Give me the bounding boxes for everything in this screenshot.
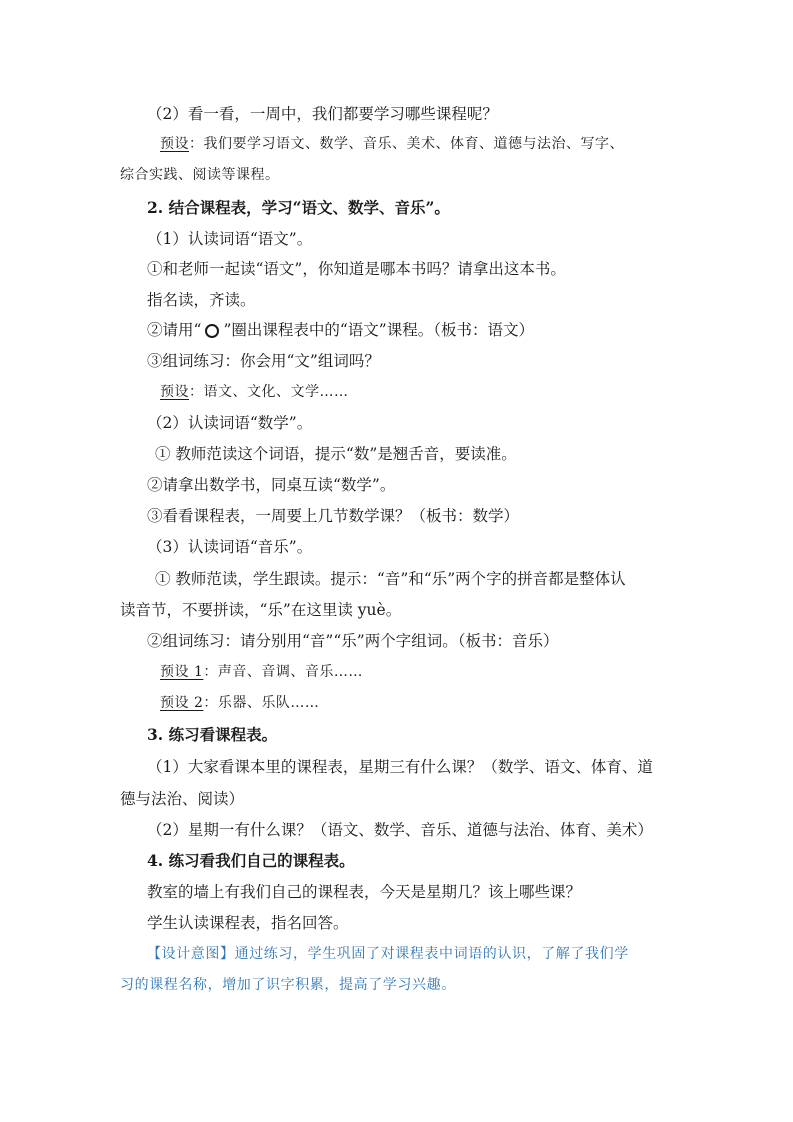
step-text: 指名读，齐读。 (147, 291, 256, 309)
step-line (147, 351, 380, 371)
section-heading-2 (147, 198, 450, 218)
step-text: 教室的墙上有我们自己的课程表，今天是星期几？该上哪些课？ (147, 883, 582, 901)
step-line (147, 820, 653, 840)
step-line (147, 413, 312, 433)
step-line (147, 259, 566, 279)
step-text: ①和老师一起读“语文”，你知道是哪本书吗？请拿出这本书。 (147, 260, 566, 278)
step-line (147, 320, 534, 340)
section-heading-3 (147, 725, 277, 745)
preset-label: 预设 2 (160, 695, 204, 711)
step-text: ③看看课程表，一周要上几节数学课？（板书：数学） (147, 507, 520, 525)
design-intent-text: 习的课程名称，增加了识字积累，提高了学习兴趣。 (120, 977, 456, 993)
section-heading-2-text: 2. 结合课程表，学习“语文、数学、音乐”。 (147, 198, 450, 217)
step-text: ① 教师范读这个词语，提示“数”是翘舌音，要读准。 (155, 445, 517, 463)
preset-text: ：乐器、乐队…… (203, 695, 320, 711)
step-line (147, 475, 395, 495)
step-text: （2）认读词语“数学”。 (147, 414, 313, 432)
step-text: （1）认读词语“语文”。 (147, 230, 313, 248)
preset-label: 预设 (160, 136, 189, 152)
preset-text: ：我们要学习语文、数学、音乐、美术、体育、道德与法治、写字、 (189, 136, 624, 152)
step-line (147, 506, 519, 526)
step-text: ②请拿出数学书，同桌互读“数学”。 (147, 476, 396, 494)
step-line (147, 913, 349, 933)
preset-label: 预设 (160, 384, 189, 400)
step-line (147, 290, 256, 310)
preset-line (160, 134, 624, 154)
step-line (147, 631, 558, 651)
question-line (147, 104, 498, 124)
preset-line (160, 693, 319, 713)
step-text: ③组词练习：你会用“文”组词吗？ (147, 352, 380, 370)
step-text: ②组词练习：请分别用“音”“乐”两个字组词。（板书：音乐） (147, 632, 559, 650)
preset-text: ：语文、文化、文学…… (189, 384, 349, 400)
step-text: ① 教师范读，学生跟读。提示：“音”和“乐”两个字的拼音都是整体认 (155, 570, 626, 588)
step-continuation (120, 600, 401, 620)
section-heading-4-text: 4. 练习看我们自己的课程表。 (147, 851, 355, 870)
section-heading-3-text: 3. 练习看课程表。 (147, 725, 278, 744)
step-line (147, 229, 312, 249)
section-heading-4 (147, 851, 355, 871)
step-text: ②请用“ (147, 321, 202, 339)
step-continuation (120, 789, 244, 809)
step-line (147, 882, 581, 902)
step-text: 德与法治、阅读） (120, 790, 245, 808)
step-line (147, 537, 312, 557)
preset-text: ：声音、音调、音乐…… (203, 664, 363, 680)
step-text: （1）大家看课本里的课程表，星期三有什么课？（数学、语文、体育、道 (147, 758, 653, 776)
step-line (155, 569, 626, 589)
step-text: 读音节，不要拼读，“乐”在这里读 yuè。 (120, 601, 402, 619)
step-text: （3）认读词语“音乐”。 (147, 538, 313, 556)
preset-line (160, 382, 349, 402)
step-text: （2）星期一有什么课？（语文、数学、音乐、道德与法治、体育、美术） (147, 821, 653, 839)
preset-line (160, 662, 363, 682)
preset-continuation-text: 综合实践、阅读等课程。 (120, 167, 280, 183)
step-line (147, 757, 653, 777)
preset-continuation (120, 165, 280, 185)
preset-label: 预设 1 (160, 664, 204, 680)
design-intent-note (147, 944, 629, 964)
circle-icon (205, 324, 219, 338)
design-intent-text: 【设计意图】通过练习，学生巩固了对课程表中词语的认识，了解了我们学 (147, 946, 629, 962)
design-intent-continuation (120, 975, 456, 995)
question-text: （2）看一看，一周中，我们都要学习哪些课程呢？ (147, 105, 498, 123)
step-line (155, 444, 517, 464)
step-text: 学生认读课程表，指名回答。 (147, 914, 349, 932)
step-text: ”圈出课程表中的“语文”课程。（板书：语文） (223, 321, 534, 339)
